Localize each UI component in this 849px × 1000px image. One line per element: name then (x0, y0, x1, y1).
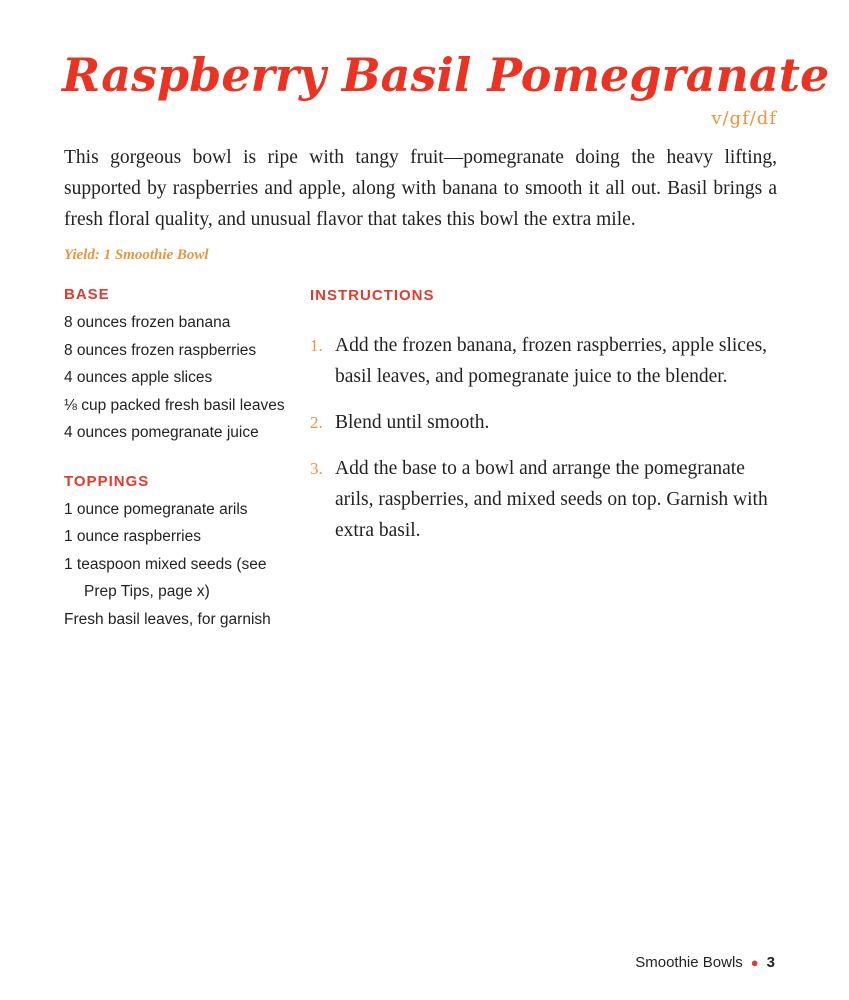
step-text: Blend until smooth. (335, 412, 490, 433)
base-heading: BASE (64, 286, 110, 303)
recipe-title: Raspberry Basil Pomegranate (62, 48, 830, 102)
recipe-intro: This gorgeous bowl is ripe with tangy fruit—pomegranate doing the heavy lifting, supported by raspberries and apple, along with banana to smooth it all out. Basil brings a fresh floral quality, and unusual flavor that takes this bowl the extra mile. (64, 147, 777, 230)
ingredient-item: 8 ounces frozen raspberries (64, 341, 257, 359)
base-list (64, 309, 294, 447)
toppings-section (64, 473, 294, 634)
step-text: Add the base to a bowl and arrange the pomegranate arils, raspberries, and mixed seeds on top. Garnish with extra basil. (335, 458, 768, 541)
page-footer (635, 954, 775, 971)
instructions-heading: INSTRUCTIONS (310, 287, 435, 304)
topping-item: 1 teaspoon mixed seeds (see Prep Tips, page x) (64, 555, 267, 600)
instructions-list (310, 330, 780, 546)
ingredient-item: 8 ounces frozen banana (64, 314, 231, 331)
topping-item: Fresh basil leaves, for garnish (64, 610, 271, 628)
footer-section-name: Smoothie Bowls (635, 954, 743, 971)
instruction-step (310, 453, 780, 546)
topping-item: 1 ounce pomegranate arils (64, 500, 248, 518)
topping-item: 1 ounce raspberries (64, 528, 201, 545)
base-section (64, 286, 294, 447)
instructions-column (310, 287, 780, 561)
instruction-step (310, 330, 780, 392)
page-number: 3 (766, 954, 775, 971)
step-number: 1. (310, 336, 323, 355)
toppings-list (64, 496, 294, 634)
ingredient-item: 4 ounces apple slices (64, 369, 213, 386)
bullet-icon: ● (750, 955, 759, 970)
step-text: Add the frozen banana, frozen raspberries, apple slices, basil leaves, and pomegranate juice to the blender. (335, 335, 768, 387)
ingredients-column (64, 286, 294, 633)
ingredient-item: ⅛ cup packed fresh basil leaves (64, 396, 285, 414)
recipe-yield: Yield: 1 Smoothie Bowl (64, 247, 209, 263)
diet-tags: v/gf/df (711, 108, 777, 129)
step-number: 3. (310, 459, 323, 478)
instruction-step (310, 407, 780, 438)
ingredient-item: 4 ounces pomegranate juice (64, 424, 259, 441)
toppings-heading: TOPPINGS (64, 472, 150, 490)
step-number: 2. (310, 413, 323, 432)
